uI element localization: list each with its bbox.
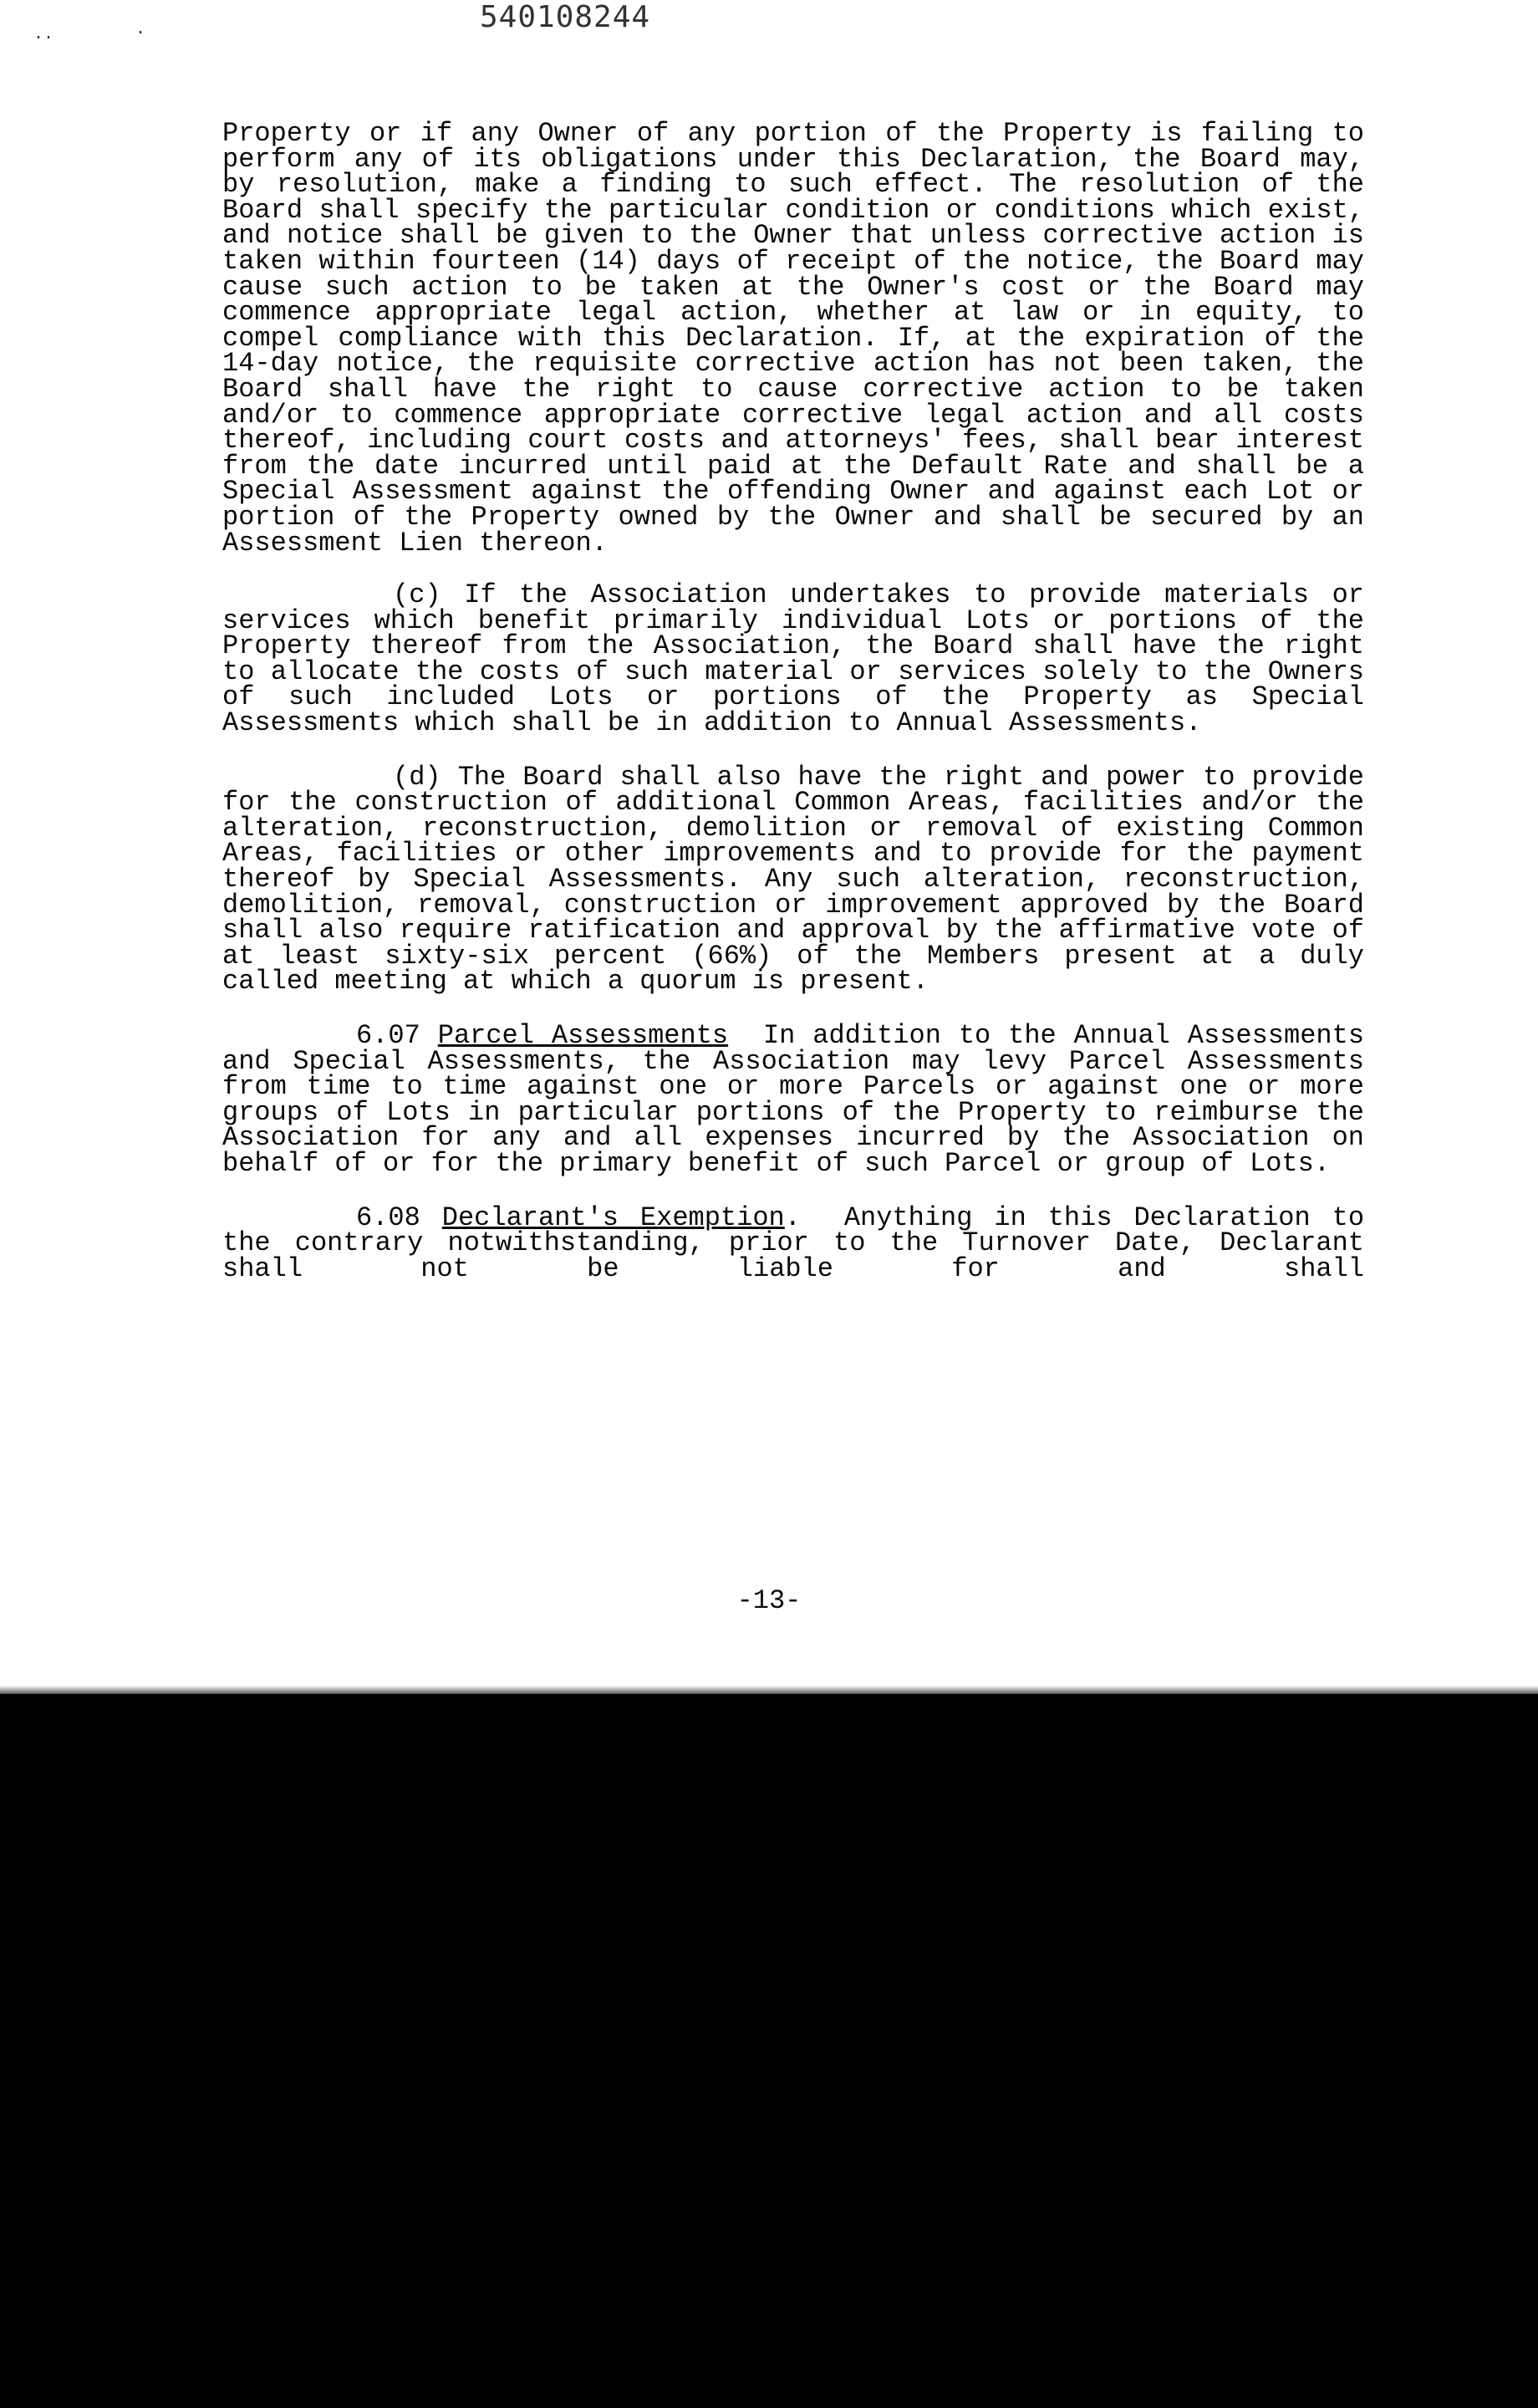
section-6-08	[222, 1201, 1365, 1284]
section-number: 6.08	[356, 1201, 420, 1233]
section-number: 6.07	[356, 1020, 420, 1051]
document-id: 540108244	[480, 0, 651, 34]
scan-speck: .	[135, 20, 146, 39]
scan-speck: ..	[33, 25, 54, 44]
section-heading: Declarant's Exemption	[441, 1201, 785, 1233]
section-6-07	[222, 1020, 1365, 1179]
section-text: In addition to the Annual Assessments and Special Assessments, the Association may levy Parcel Assessments from time to time against one or more Parcels or against one or more groups of Lots in particular portions of the Property to reimburse the Association for any and all expenses incurred by the Association on behalf of or for the primary benefit of such Parcel or group of Lots.	[222, 1020, 1365, 1179]
paragraph-d-construction: (d) The Board shall also have the right and power to provide for the construction of additional Common Areas, facilities and/or the alteration, reconstruction, demolition or removal of existing Common Areas, facilities or other improvements and to provide for the payment thereof by Special Assessments. Any such alteration, reconstruction, demolition, removal, construction or improvement approved by the Board shall also require ratification and approval by the affirmative vote of at least sixty-six percent (66%) of the Members present at a duly called meeting at which a quorum is present.	[222, 761, 1364, 997]
page-number: -13-	[736, 1585, 802, 1616]
heading-punctuation: .	[784, 1201, 801, 1233]
paragraph-default-finding: Property or if any Owner of any portion of the Property is failing to perform any of its obligations under this Declaration, the Board may, by resolution, make a finding to such effect. The resolution of the Board shall specify the particular condition or conditions which exist, and notice shall be given to the Owner that unless corrective action is taken within fourteen (14) days of receipt of the notice, the Board may cause such action to be taken at the Owner's cost or the Board may commence appropriate legal action, whether at law or in equity, to compel compliance with this Declaration. If, at the expiration of the 14-day notice, the requisite corrective action has not been taken, the Board shall have the right to cause corrective action to be taken and/or to commence appropriate corrective legal action and all costs thereof, including court costs and attorneys' fees, shall bear interest from the date incurred until paid at the Default Rate and shall be a Special Assessment against the offending Owner and against each Lot or portion of the Property owned by the Owner and shall be secured by an Assessment Lien thereon.	[222, 118, 1364, 559]
document-body	[222, 118, 1365, 1284]
section-text: Anything in this Declaration to the contrary notwithstanding, prior to the Turnover Date, Declarant shall not be liable for and shall	[222, 1201, 1365, 1284]
scan-black-band	[0, 1694, 1538, 2408]
paragraph-c-services: (c) If the Association undertakes to provide materials or services which benefit primarily individual Lots or portions of the Property thereof from the Association, the Board shall have the right to allocate the costs of such material or services solely to the Owners of such included Lots or portions of the Property as Special Assessments which shall be in addition to Annual Assessments.	[222, 579, 1364, 739]
section-heading: Parcel Assessments	[437, 1020, 729, 1051]
